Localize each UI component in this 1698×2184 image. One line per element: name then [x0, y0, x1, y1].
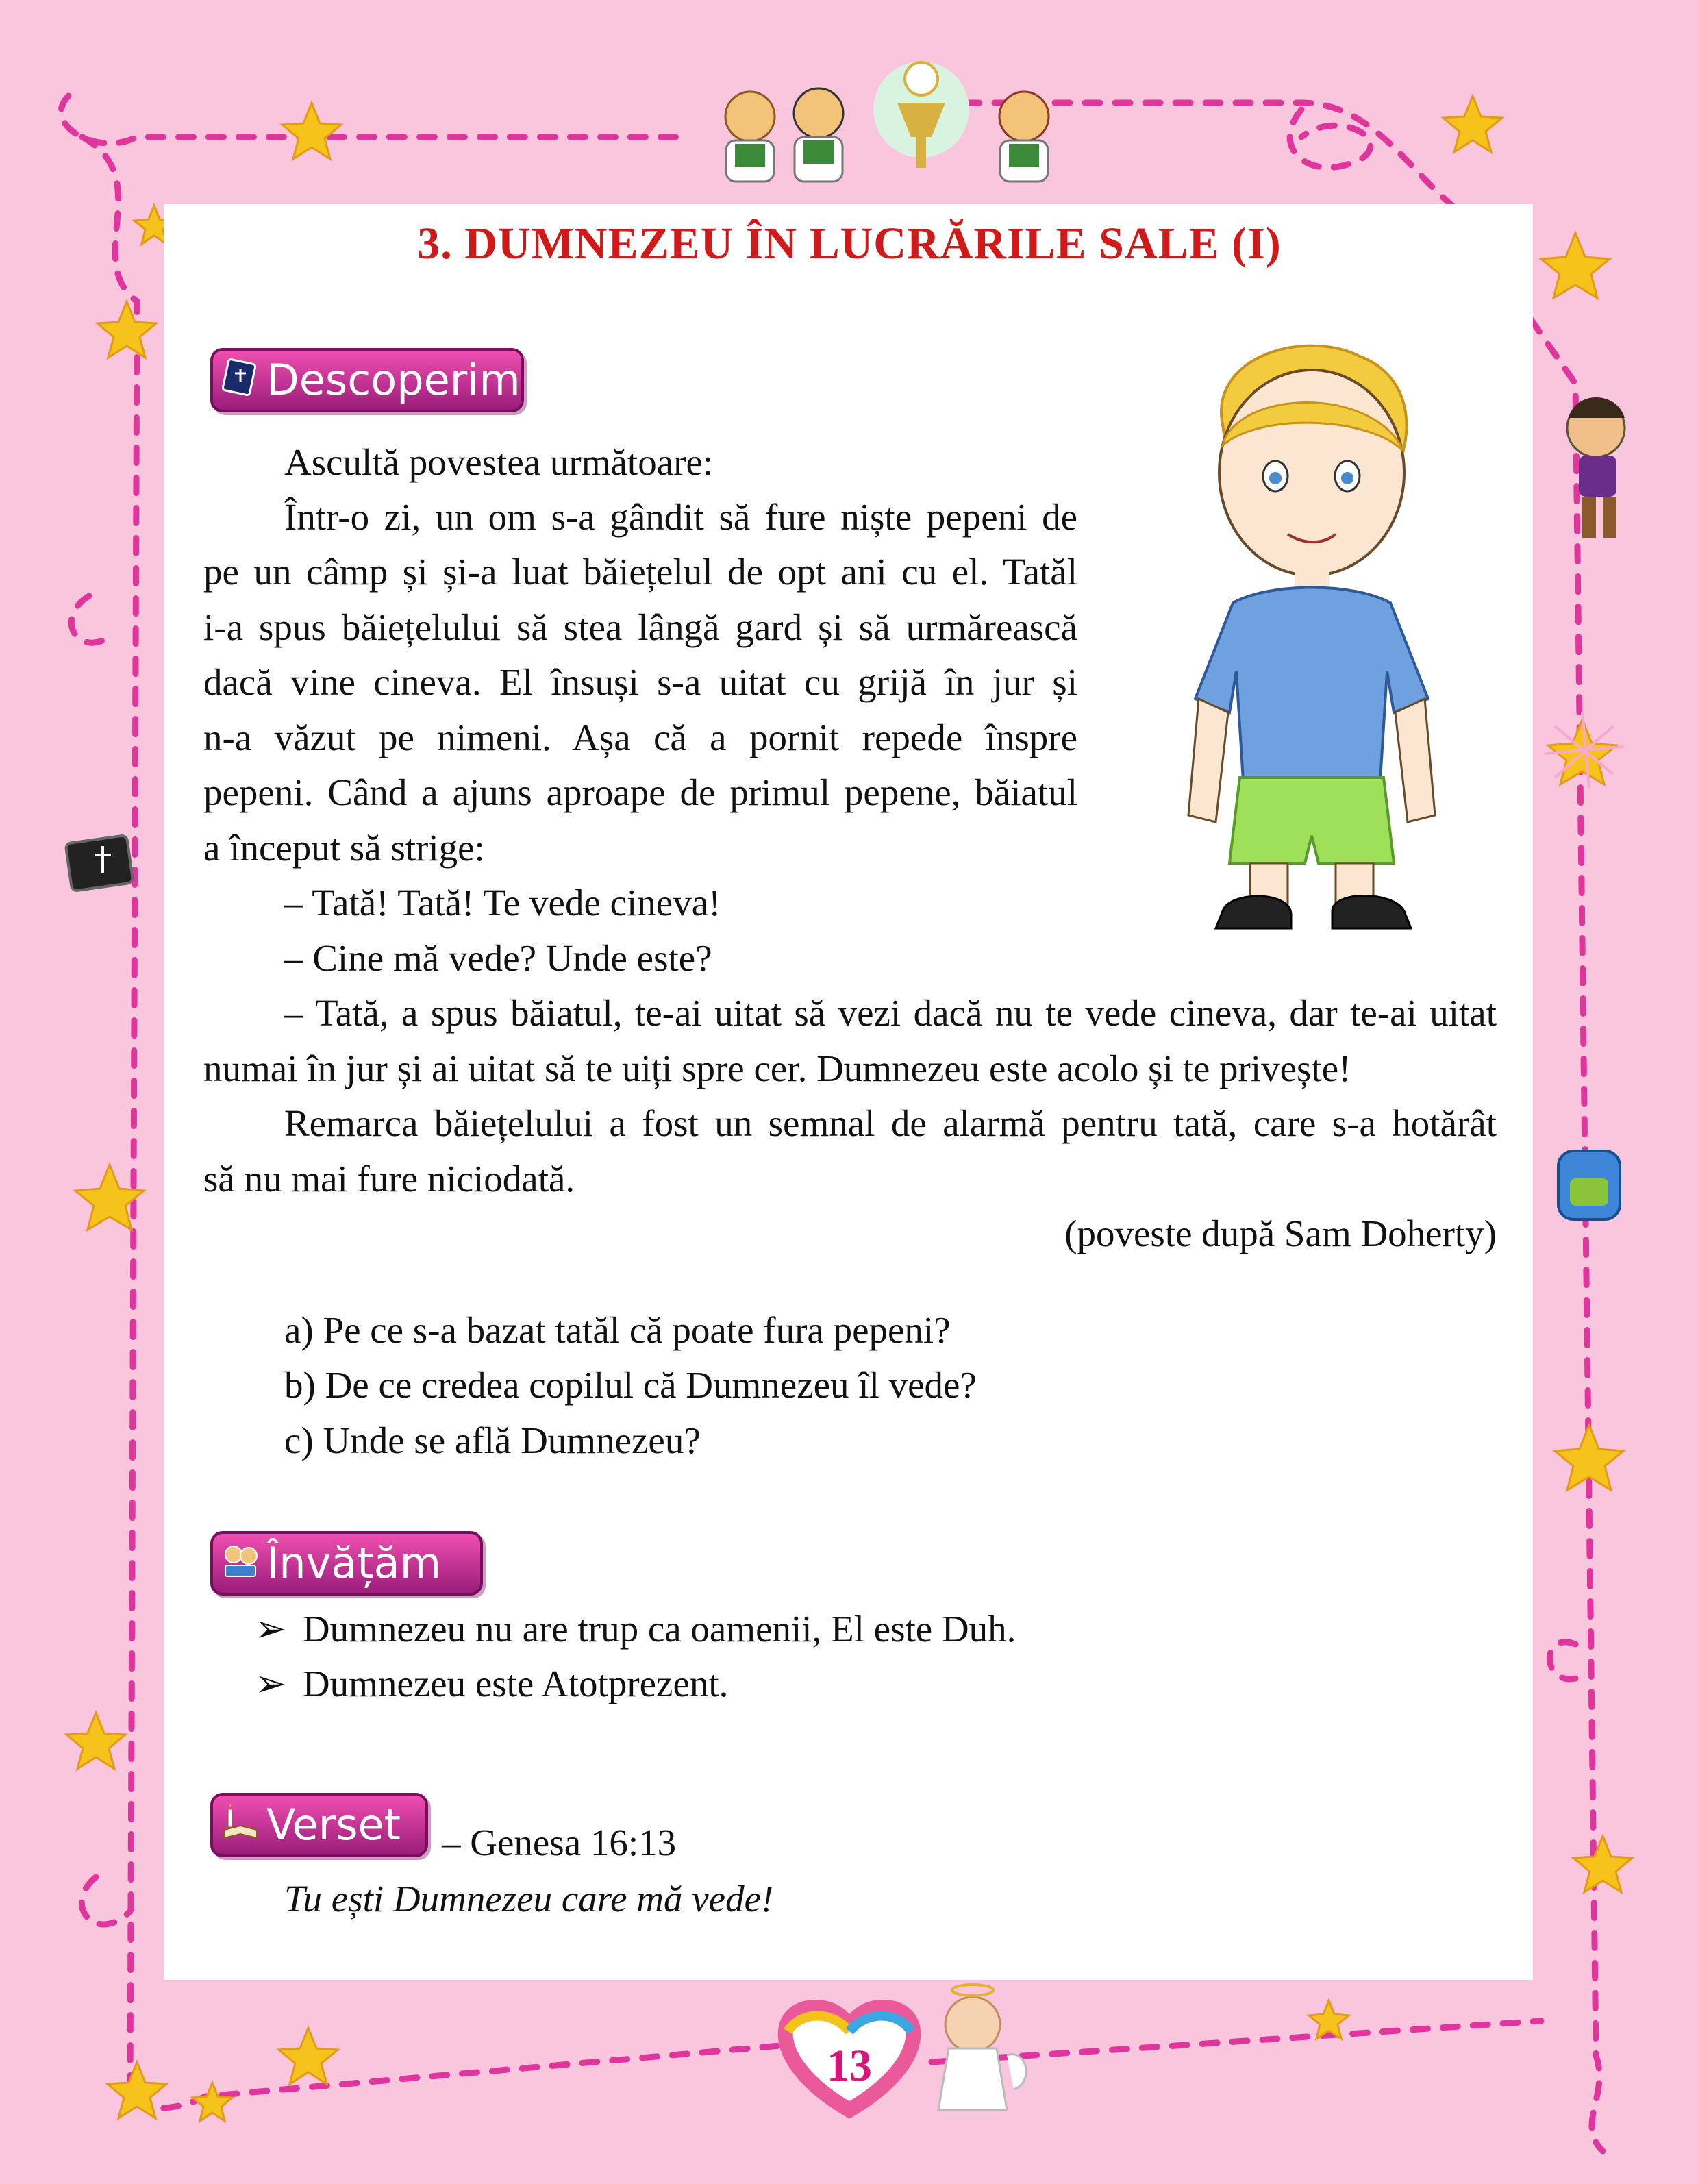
story-line: Remarca băiețelului a fost un semnal de alarmă pentru tată, care s-a hotărât [284, 1102, 1497, 1144]
story-dialogue: – Tată, a spus băiatul, te-ai uitat să vezi dacă nu te vede cineva, dar te-ai uitat [284, 992, 1497, 1034]
story-line: i-a spus băiețelului să stea lângă gard și să urmărească [203, 606, 1077, 648]
open-book-candle-icon [221, 1802, 260, 1842]
story-source: (poveste după Sam Doherty) [1064, 1213, 1497, 1254]
story-line: pe un câmp și și-a luat băiețelul de opt ani cu el. Tatăl [203, 551, 1077, 593]
story-line: a început să strige: [203, 827, 485, 869]
question-item: c) Unde se află Dumnezeu? [284, 1419, 701, 1461]
section-badge-learn [210, 1531, 483, 1596]
story-line: numai în jur și ai uitat să te uiți spre cer. Dumnezeu este acolo și te privește! [203, 1047, 1351, 1089]
lesson-title: 3. DUMNEZEU ÎN LUCRĂRILE SALE (I) [417, 219, 1282, 269]
section-label: Verset [266, 1800, 401, 1850]
page-number: 13 [827, 2041, 872, 2091]
story-line: pepeni. Când a ajuns aproape de primul pepene, băiatul [203, 771, 1077, 813]
question-item: b) De ce credea copilul că Dumnezeu îl vede? [284, 1364, 977, 1406]
section-badge-discover [210, 348, 524, 412]
bible-icon [221, 358, 260, 397]
section-label: Descoperim [266, 355, 521, 405]
section-label: Învățăm [266, 1538, 441, 1588]
children-reading-icon [221, 1541, 260, 1580]
story-dialogue: – Tată! Tată! Te vede cineva! [284, 882, 721, 923]
arrow-bullet-icon: ➢ [255, 1608, 287, 1650]
verse-text: Tu ești Dumnezeu care mă vede! [284, 1878, 774, 1920]
verse-reference: – Genesa 16:13 [442, 1822, 677, 1863]
story-dialogue: – Cine mă vede? Unde este? [284, 937, 712, 979]
story-line: dacă vine cineva. El însuși s-a uitat cu grijă în jur și [203, 661, 1077, 703]
boy-illustration [1168, 315, 1456, 952]
question-item: a) Pe ce s-a bazat tatăl că poate fura pepeni? [284, 1309, 951, 1351]
story-intro: Ascultă povestea următoare: [284, 441, 714, 483]
story-line: Într-o zi, un om s-a gândit să fure niște pepeni de [284, 496, 1077, 538]
story-line: n-a văzut pe nimeni. Așa că a pornit repede înspre [203, 717, 1077, 758]
arrow-bullet-icon: ➢ [255, 1663, 287, 1704]
learn-point: ➢ Dumnezeu nu are trup ca oamenii, El este Duh. [255, 1608, 1016, 1650]
story-line: să nu mai fure niciodată. [203, 1158, 575, 1200]
learn-point: ➢ Dumnezeu este Atotprezent. [255, 1663, 729, 1704]
section-badge-verse [210, 1793, 428, 1857]
